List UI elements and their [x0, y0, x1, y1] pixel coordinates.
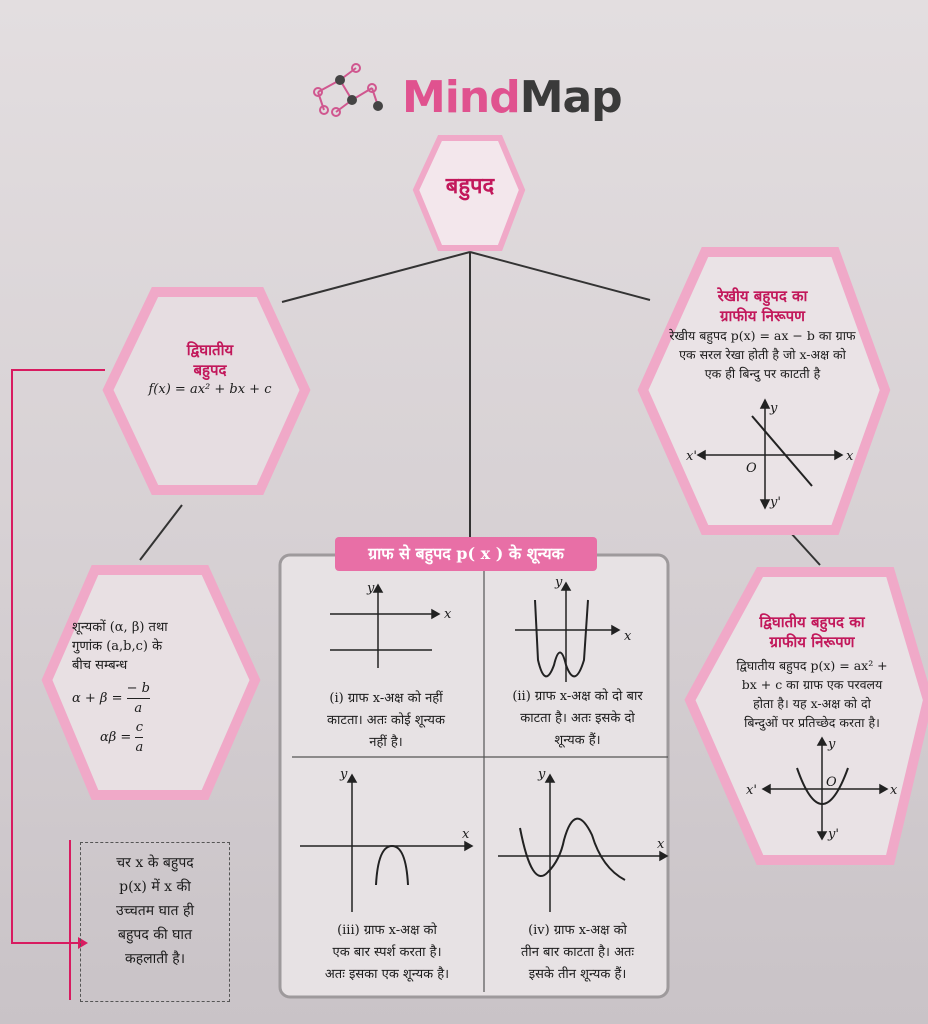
connector-root-linear — [470, 252, 650, 300]
mindmap-title — [310, 60, 670, 140]
quadratic-formula: f(x) = ax² + bx + c — [148, 382, 272, 397]
quad-y-label: y — [828, 737, 836, 752]
quad-x-label: x — [890, 783, 898, 798]
linear-xneg-label: x' — [686, 449, 697, 464]
quad-origin-label: O — [826, 775, 837, 790]
linear-graph-text: रेखीय बहुपद p(x) = ax − b का ग्राफ एक सरल रेखा होती है जो x-अक्ष को एक ही बिन्दु पर काटती है — [669, 328, 856, 381]
case-i-caption: (i) ग्राफ x-अक्ष को नहीं काटता। अतः कोई शून्यक नहीं है। — [327, 691, 445, 750]
case-iv-caption: (iv) ग्राफ x-अक्ष को तीन बार काटता है। अतः इसके तीन शून्यक हैं। — [520, 923, 635, 982]
case-iii-y: y — [340, 767, 348, 782]
linear-yneg-label: y' — [770, 495, 781, 510]
case-iv-x: x — [657, 837, 665, 852]
quadratic-graph-node — [712, 612, 912, 732]
case-ii-y: y — [555, 575, 563, 590]
connector-quadratic-zeros — [140, 505, 182, 560]
quadratic-graph-title: द्विघातीय बहुपद का ग्राफीय निरूपण — [759, 613, 865, 651]
linear-x-label: x — [846, 449, 854, 464]
zeros-relation-text: शून्यकों (α, β) तथा गुणांक (a,b,c) के बीच सम्बन्ध — [72, 620, 168, 673]
root-node-label: बहुपद — [445, 173, 495, 199]
connector-linear-quadgraph — [790, 532, 820, 565]
quadratic-graph-text: द्विघातीय बहुपद p(x) = ax² + bx + c का ग्राफ एक परवलय होता है। यह x-अक्ष को दो बिन्दुओं पर प्रतिच्छेद करता है। — [736, 658, 888, 730]
quadratic-title: द्विघातीय बहुपद — [186, 341, 234, 379]
quad-xneg-label: x' — [746, 783, 757, 798]
quad-yneg-label: y' — [828, 827, 839, 842]
sum-relation: α + β = $\frac{- b}{a}$ — [72, 681, 150, 716]
case-iv-y: y — [538, 767, 546, 782]
degree-definition-text: चर x के बहुपद p(x) में x की उच्चतम घात ही बहुपद की घात कहलाती है। — [115, 855, 195, 967]
degree-definition-box — [80, 842, 230, 1002]
title-text: MindMap — [402, 72, 622, 123]
case-i-y: y — [367, 581, 375, 596]
product-relation: αβ = $\frac{c}{a}$ — [100, 720, 144, 755]
linear-graph-title: रेखीय बहुपद का ग्राफीय निरूपण — [717, 287, 808, 325]
connector-root-quadratic — [282, 252, 470, 302]
linear-graph-node — [645, 286, 880, 383]
quadratic-node — [130, 340, 290, 399]
case-i-x: x — [444, 607, 452, 622]
case-iii-x: x — [462, 827, 470, 842]
linear-origin-label: O — [746, 461, 757, 476]
case-iii-caption: (iii) ग्राफ x-अक्ष को एक बार स्पर्श करता है। अतः इसका एक शून्यक है। — [324, 923, 450, 982]
case-ii-caption: (ii) ग्राफ x-अक्ष को दो बार काटता है। अतः इसके दो शून्यक हैं। — [512, 689, 643, 748]
zeros-relation-node — [72, 618, 222, 757]
case-ii-x: x — [624, 629, 632, 644]
linear-y-label: y — [770, 401, 778, 416]
graph-zeros-title: ग्राफ से बहुपद p( x ) के शून्यक — [335, 537, 597, 571]
